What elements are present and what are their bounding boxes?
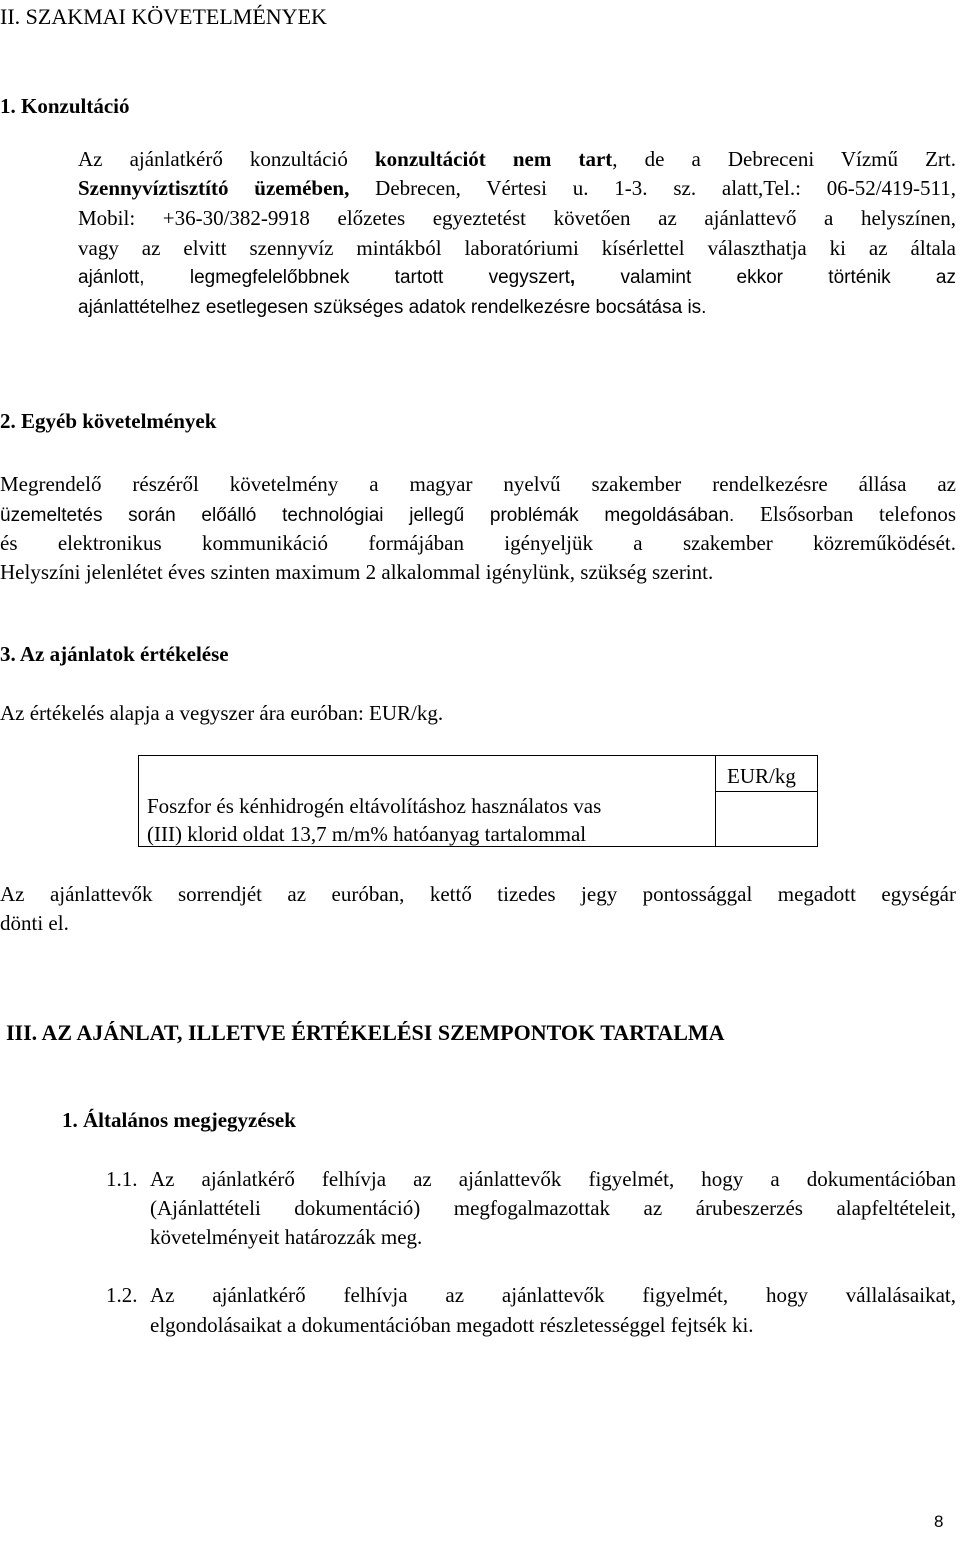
- text: ajánlott, legmegfelelőbbnek tartott vegyszert: [78, 267, 570, 288]
- konzultacio-line-6: ajánlattételhez esetlegesen szükséges adatok rendelkezésre bocsátása is.: [78, 297, 707, 318]
- table-item-line-1: Foszfor és kénhidrogén eltávolításhoz használatos vas: [147, 794, 602, 818]
- heading-egyeb: 2. Egyéb követelmények: [0, 409, 217, 433]
- text: , de a Debreceni Vízmű Zrt.: [612, 147, 956, 171]
- bold-text: konzultációt nem tart: [374, 147, 613, 171]
- text: Debrecen, Vértesi u. 1-3. sz. alatt,Tel.: 06-52/419-511,: [349, 176, 956, 200]
- heading-altalanos: 1. Általános megjegyzések: [62, 1108, 296, 1132]
- p11-line-3: követelményeit határozzák meg.: [150, 1225, 423, 1249]
- price-table: [138, 755, 818, 847]
- p11-line-2: (Ajánlattételi dokumentáció) megfogalmazottak az árubeszerzés alapfeltételeit,: [150, 1196, 956, 1220]
- ertekeles-after-line-1: Az ajánlattevők sorrendjét az euróban, kettő tizedes jegy pontossággal megadott egységár: [0, 882, 956, 906]
- heading-ertekeles: 3. Az ajánlatok értékelése: [0, 642, 229, 666]
- item-number: 1.1.: [106, 1167, 138, 1191]
- item-number: 1.2.: [106, 1283, 138, 1307]
- section-title: II. SZAKMAI KÖVETELMÉNYEK: [0, 4, 327, 29]
- egyeb-line-3: és elektronikus kommunikáció formájában igényeljük a szakember közreműködését.: [0, 531, 956, 555]
- ertekeles-after-line-2: dönti el.: [0, 911, 69, 935]
- bold-text: Szennyvíztisztító üzemében,: [78, 176, 350, 200]
- konzultacio-line-5: [78, 266, 956, 290]
- table-item-line-2: (III) klorid oldat 13,7 m/m% hatóanyag tartalommal: [147, 822, 587, 846]
- table-divider: [715, 756, 716, 846]
- text: Az ajánlatkérő konzultáció: [78, 147, 375, 171]
- egyeb-line-2: [0, 502, 956, 528]
- page-number: 8: [934, 1512, 944, 1531]
- ertekeles-intro: Az értékelés alapja a vegyszer ára euróban: EUR/kg.: [0, 701, 444, 725]
- egyeb-line-1: Megrendelő részéről követelmény a magyar nyelvű szakember rendelkezésre állása az: [0, 472, 956, 496]
- table-divider: [715, 791, 818, 792]
- text: valamint ekkor történik az: [575, 267, 956, 288]
- text: Elsősorban telefonos: [734, 502, 957, 526]
- konzultacio-line-3: Mobil: +36-30/382-9918 előzetes egyeztetést követően az ajánlattevő a helyszínen,: [78, 206, 956, 230]
- text: üzemeltetés során előálló technológiai jellegű problémák megoldásában.: [0, 505, 735, 526]
- bold-text: ,: [569, 267, 576, 288]
- p11-line-1: Az ajánlatkérő felhívja az ajánlattevők figyelmét, hogy a dokumentációban: [150, 1167, 956, 1191]
- section-title: III. AZ AJÁNLAT, ILLETVE ÉRTÉKELÉSI SZEMPONTOK TARTALMA: [6, 1020, 725, 1045]
- konzultacio-line-4: vagy az elvitt szennyvíz mintákból laboratóriumi kísérlettel választhatja ki az általa: [78, 236, 956, 260]
- egyeb-line-4: Helyszíni jelenlétet éves szinten maximum 2 alkalommal igénylünk, szükség szerint.: [0, 560, 714, 584]
- konzultacio-line-2: [78, 176, 956, 200]
- heading-konzultacio: 1. Konzultáció: [0, 94, 130, 118]
- p12-line-2: elgondolásaikat a dokumentációban megadott részletességgel fejtsék ki.: [150, 1313, 754, 1337]
- table-header-unit: EUR/kg: [727, 764, 796, 788]
- p12-line-1: Az ajánlatkérő felhívja az ajánlattevők figyelmét, hogy vállalásaikat,: [150, 1283, 956, 1307]
- konzultacio-line-1: [78, 147, 956, 171]
